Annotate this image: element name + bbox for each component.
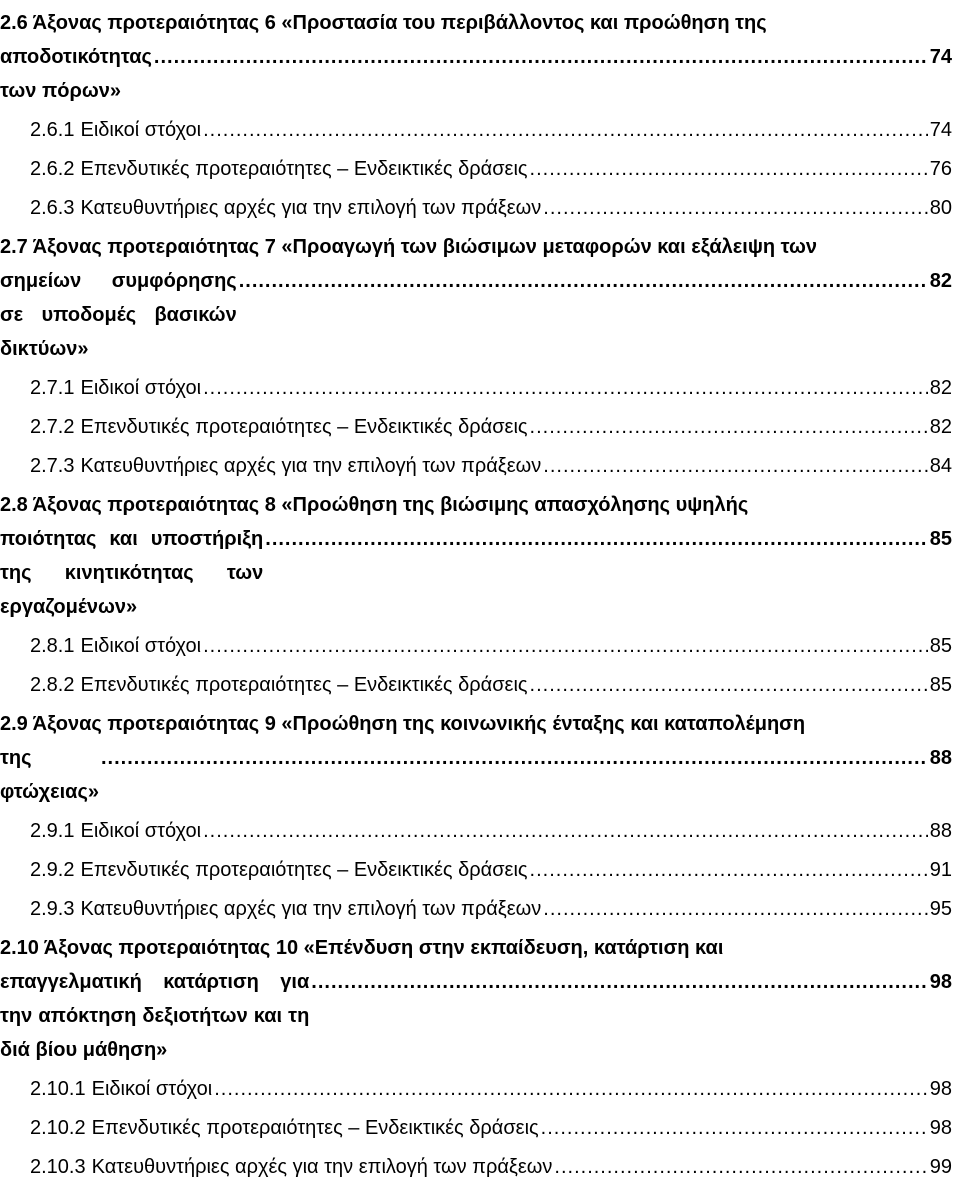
- toc-title: ποιότητας και υποστήριξη της κινητικότητας των εργαζομένων»: [0, 528, 264, 618]
- toc-number: 2.10.3: [30, 1156, 86, 1178]
- toc-title: Ειδικοί στόχοι: [80, 377, 202, 399]
- dot-leader: [554, 1150, 927, 1184]
- toc-page-number: 98: [929, 1078, 952, 1100]
- toc-title: Άξονας προτεραιότητας 8 «Προώθηση της βιώσιμης απασχόλησης υψηλής: [32, 494, 749, 516]
- toc-entry-minor[interactable]: [0, 668, 960, 707]
- dot-leader: [101, 741, 928, 775]
- dot-leader: [239, 264, 928, 298]
- toc-number: 2.6.1: [30, 119, 75, 141]
- dot-leader: [530, 668, 928, 702]
- dot-leader: [203, 371, 928, 405]
- toc-title: αποδοτικότητας των πόρων»: [0, 46, 152, 102]
- toc-entry-major[interactable]: [0, 6, 960, 108]
- toc-title: σημείων συμφόρησης σε υποδομές βασικών δικτύων»: [0, 270, 237, 360]
- toc-entry-minor[interactable]: [0, 449, 960, 488]
- toc-entry-minor[interactable]: [0, 152, 960, 191]
- dot-leader: [203, 113, 928, 147]
- toc-title: Άξονας προτεραιότητας 9 «Προώθηση της κοινωνικής ένταξης και καταπολέμηση: [32, 713, 806, 735]
- toc-title: Κατευθυντήριες αρχές για την επιλογή των πράξεων: [80, 455, 542, 477]
- toc-title: Άξονας προτεραιότητας 7 «Προαγωγή των βιώσιμων μεταφορών και εξάλειψη των: [32, 236, 818, 258]
- toc-page-number: 80: [929, 197, 952, 219]
- toc-number: 2.9.1: [30, 820, 75, 842]
- toc-number: 2.8.1: [30, 635, 75, 657]
- toc-number: 2.9: [0, 713, 28, 735]
- toc-entry-minor[interactable]: [0, 371, 960, 410]
- toc-entry-major[interactable]: [0, 931, 960, 1067]
- toc-entry-minor[interactable]: [0, 629, 960, 668]
- toc-entry-minor[interactable]: [0, 191, 960, 230]
- dot-leader: [530, 853, 928, 887]
- dot-leader: [543, 191, 927, 225]
- dot-leader: [530, 152, 928, 186]
- toc-page-number: 82: [929, 270, 952, 292]
- toc-page-number: 88: [929, 820, 952, 842]
- toc-title-line: [0, 707, 952, 741]
- toc-title: Κατευθυντήριες αρχές για την επιλογή των πράξεων: [91, 1156, 553, 1178]
- dot-leader: [203, 629, 928, 663]
- toc-page-number: 91: [929, 859, 952, 881]
- dot-leader: [530, 410, 928, 444]
- toc-title-line: [0, 230, 952, 264]
- toc-page-number: 85: [929, 528, 952, 550]
- dot-leader: [311, 965, 927, 999]
- toc-title: Επενδυτικές προτεραιότητες – Ενδεικτικές δράσεις: [91, 1117, 539, 1139]
- toc-entry-minor[interactable]: [0, 1150, 960, 1189]
- toc-entry-minor[interactable]: [0, 113, 960, 152]
- toc-number: 2.8: [0, 494, 28, 516]
- toc-title: Άξονας προτεραιότητας 10 «Επένδυση στην εκπαίδευση, κατάρτιση και: [43, 937, 724, 959]
- toc-entry-minor[interactable]: [0, 1072, 960, 1111]
- toc-title: Άξονας προτεραιότητας 6 «Προστασία του περιβάλλοντος και προώθηση της: [32, 12, 767, 34]
- toc-number: 2.7.3: [30, 455, 75, 477]
- toc-number: 2.8.2: [30, 674, 75, 696]
- toc-title-line: [0, 488, 952, 522]
- toc-title-line: [0, 6, 952, 40]
- toc-number: 2.7.2: [30, 416, 75, 438]
- toc-number: 2.6.3: [30, 197, 75, 219]
- toc-entry-minor[interactable]: [0, 1111, 960, 1150]
- toc-number: 2.10: [0, 937, 39, 959]
- dot-leader: [543, 449, 927, 483]
- dot-leader: [154, 40, 928, 74]
- toc-title: Ειδικοί στόχοι: [91, 1078, 213, 1100]
- toc-title: Επενδυτικές προτεραιότητες – Ενδεικτικές δράσεις: [80, 158, 528, 180]
- dot-leader: [265, 522, 927, 556]
- dot-leader: [543, 892, 927, 926]
- toc-number: 2.6.2: [30, 158, 75, 180]
- toc-page-number: 74: [929, 119, 952, 141]
- toc-number: 2.10.1: [30, 1078, 86, 1100]
- toc-page-number: 76: [929, 158, 952, 180]
- toc-title: Ειδικοί στόχοι: [80, 635, 202, 657]
- dot-leader: [203, 814, 928, 848]
- toc-entry-minor[interactable]: [0, 853, 960, 892]
- toc-page-number: 82: [929, 377, 952, 399]
- toc-page-number: 84: [929, 455, 952, 477]
- toc-number: 2.7.1: [30, 377, 75, 399]
- toc-title: Επενδυτικές προτεραιότητες – Ενδεικτικές δράσεις: [80, 674, 528, 696]
- toc-title: επαγγελματική κατάρτιση για την απόκτηση δεξιοτήτων και τη διά βίου μάθηση»: [0, 971, 310, 1061]
- toc-number: 2.9.3: [30, 898, 75, 920]
- toc-entry-major[interactable]: [0, 230, 960, 366]
- toc-entry-major[interactable]: [0, 707, 960, 809]
- toc-entry-minor[interactable]: [0, 410, 960, 449]
- toc-title: Ειδικοί στόχοι: [80, 820, 202, 842]
- toc-title: Επενδυτικές προτεραιότητες – Ενδεικτικές δράσεις: [80, 416, 528, 438]
- toc-page-number: 88: [929, 747, 952, 769]
- toc-title: Ειδικοί στόχοι: [80, 119, 202, 141]
- toc-page-number: 98: [929, 1117, 952, 1139]
- toc-page-number: 95: [929, 898, 952, 920]
- dot-leader: [541, 1111, 928, 1145]
- toc-title: Κατευθυντήριες αρχές για την επιλογή των πράξεων: [80, 898, 542, 920]
- toc-entry-minor[interactable]: [0, 814, 960, 853]
- toc-page-number: 99: [929, 1156, 952, 1178]
- toc-title-line: [0, 931, 952, 965]
- toc-page-number: 74: [929, 46, 952, 68]
- toc-number: 2.6: [0, 12, 28, 34]
- toc-number: 2.7: [0, 236, 28, 258]
- toc-page-number: 98: [929, 971, 952, 993]
- toc-number: 2.9.2: [30, 859, 75, 881]
- toc-page-number: 85: [929, 674, 952, 696]
- toc-entry-minor[interactable]: [0, 892, 960, 931]
- toc-page-number: 82: [929, 416, 952, 438]
- toc-page-number: 85: [929, 635, 952, 657]
- toc-title: της φτώχειας»: [0, 747, 99, 803]
- dot-leader: [214, 1072, 928, 1106]
- toc-entry-major[interactable]: [0, 488, 960, 624]
- toc-number: 2.10.2: [30, 1117, 86, 1139]
- toc-title: Επενδυτικές προτεραιότητες – Ενδεικτικές δράσεις: [80, 859, 528, 881]
- toc-title: Κατευθυντήριες αρχές για την επιλογή των πράξεων: [80, 197, 542, 219]
